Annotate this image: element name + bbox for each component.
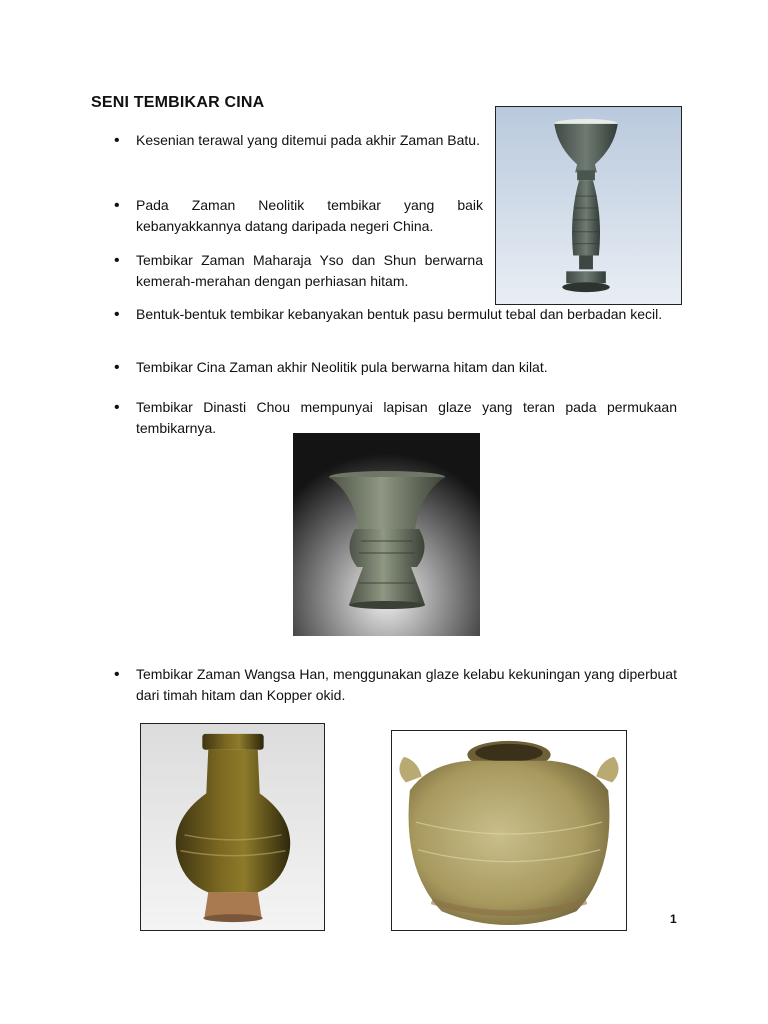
bullet-item: • Tembikar Cina Zaman akhir Neolitik pula berwarna hitam dan kilat.	[136, 357, 677, 378]
page-number: 1	[670, 912, 677, 926]
han-jar-image	[391, 730, 627, 931]
bullet-item: • Pada Zaman Neolitik tembikar yang baik kebanyakkannya datang daripada negeri China.	[136, 195, 483, 237]
bullet-item: • Tembikar Zaman Maharaja Yso dan Shun berwarna kemerah-merahan dengan perhiasan hitam.	[136, 250, 483, 292]
bullet-item: • Tembikar Dinasti Chou mempunyai lapisan glaze yang teran pada permukaan tembikarnya.	[136, 397, 677, 439]
bullet-item: • Kesenian terawal yang ditemui pada akhir Zaman Batu.	[136, 126, 483, 155]
bullet-item: • Bentuk-bentuk tembikar kebanyakan bentuk pasu bermulut tebal dan berbadan kecil.	[136, 304, 677, 325]
page-title: SENI TEMBIKAR CINA	[91, 94, 265, 111]
chou-vase-image	[293, 433, 480, 636]
bullet-item: • Tembikar Zaman Wangsa Han, menggunakan glaze kelabu kekuningan yang diperbuat dari timah hitam dan Kopper okid.	[136, 664, 677, 706]
goblet-vessel-image	[495, 106, 682, 305]
han-glazed-vase-image	[140, 723, 325, 931]
